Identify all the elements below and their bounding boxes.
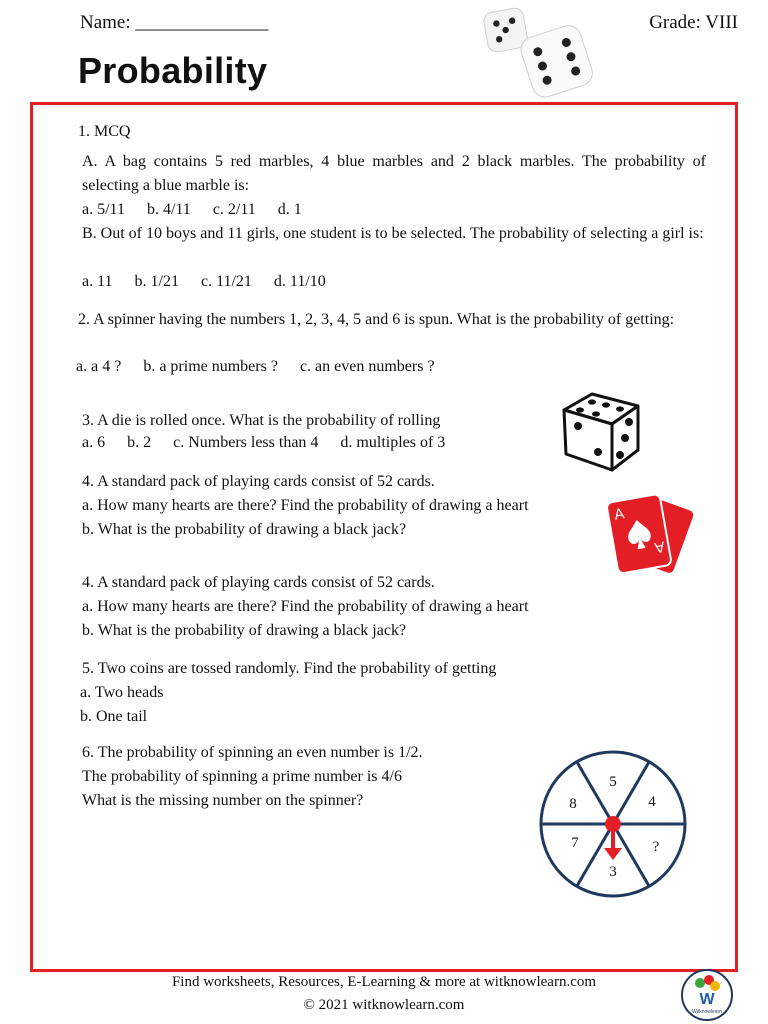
spinner-label: 3	[609, 864, 617, 880]
q1-a-options	[82, 198, 324, 222]
q4-part-b: b. What is the probability of drawing a black jack?	[82, 521, 407, 538]
q4-text: 4. A standard pack of playing cards consist of 52 cards.	[82, 473, 435, 490]
spinner-label: 8	[569, 796, 577, 812]
q2-text: 2. A spinner having the numbers 1, 2, 3, 4, 5 and 6 is spun. What is the probability of getting:	[78, 311, 675, 328]
spinner-diagram	[536, 750, 690, 900]
q5-text: 5. Two coins are tossed randomly. Find the probability of getting	[82, 660, 497, 677]
q1-b-text: B. Out of 10 boys and 11 girls, one student is to be selected. The probability of selecting a girl is:	[82, 225, 704, 242]
option: b. a prime numbers ?	[143, 358, 278, 375]
q2-options	[76, 355, 457, 379]
q3-options	[82, 431, 467, 455]
q4-repeat-part-b: b. What is the probability of drawing a black jack?	[82, 622, 407, 639]
q1-heading: 1. MCQ	[78, 123, 131, 140]
q3-text: 3. A die is rolled once. What is the probability of rolling	[82, 412, 441, 429]
option: b. 2	[127, 434, 152, 451]
die-icon	[556, 388, 646, 474]
grade-label: Grade: VIII	[649, 12, 738, 33]
option: b. 1/21	[134, 273, 179, 290]
spinner-label: 5	[609, 774, 617, 790]
option: c. 11/21	[200, 273, 252, 290]
q5-part-a: a. Two heads	[80, 684, 164, 701]
spinner-label: 4	[648, 794, 656, 810]
option: b. 4/11	[146, 201, 191, 218]
dice-pair-icon	[478, 4, 603, 100]
option: c. Numbers less than 4	[173, 434, 319, 451]
card-rank: A	[612, 505, 626, 524]
option: a. 11	[82, 273, 113, 290]
option: a. a 4 ?	[76, 358, 122, 375]
q1-b-options	[82, 270, 348, 294]
option: d. multiples of 3	[340, 434, 446, 451]
card-rank-inverted: A	[653, 537, 666, 557]
option: c. an even numbers ?	[299, 358, 435, 375]
q6-line-2: The probability of spinning a prime number is 4/6	[82, 768, 402, 785]
footer-resources-text: Find worksheets, Resources, E-Learning & more at witknowlearn.com	[171, 974, 597, 990]
q6-line-3: What is the missing number on the spinner?	[82, 792, 364, 809]
q6-line-1: 6. The probability of spinning an even number is 1/2.	[82, 744, 423, 761]
q4-repeat-text: 4. A standard pack of playing cards consist of 52 cards.	[82, 574, 435, 591]
q5-part-b: b. One tail	[80, 708, 148, 725]
playing-card-icon	[598, 494, 698, 576]
option: d. 11/10	[273, 273, 326, 290]
q1-a-text: A. A bag contains 5 red marbles, 4 blue marbles and 2 black marbles. The probability of selecting a blue marble is:	[82, 153, 706, 194]
option: c. 2/11	[212, 201, 256, 218]
spinner-label: 7	[571, 835, 579, 851]
option: a. 6	[82, 434, 106, 451]
page-title: Probability	[78, 50, 268, 91]
option: a. 5/11	[82, 201, 125, 218]
q4-part-a: a. How many hearts are there? Find the probability of drawing a heart	[82, 497, 529, 514]
q4-repeat-part-a: a. How many hearts are there? Find the probability of drawing a heart	[82, 598, 529, 615]
footer-copyright: © 2021 witknowlearn.com	[303, 997, 465, 1013]
option: d. 1	[277, 201, 302, 218]
logo-letter: W	[699, 991, 715, 1008]
witknowlearn-logo	[680, 968, 734, 1022]
spinner-label: ?	[652, 839, 660, 855]
name-label: Name: ______________	[80, 12, 269, 33]
logo-caption: Witknowlearn	[691, 1009, 723, 1015]
